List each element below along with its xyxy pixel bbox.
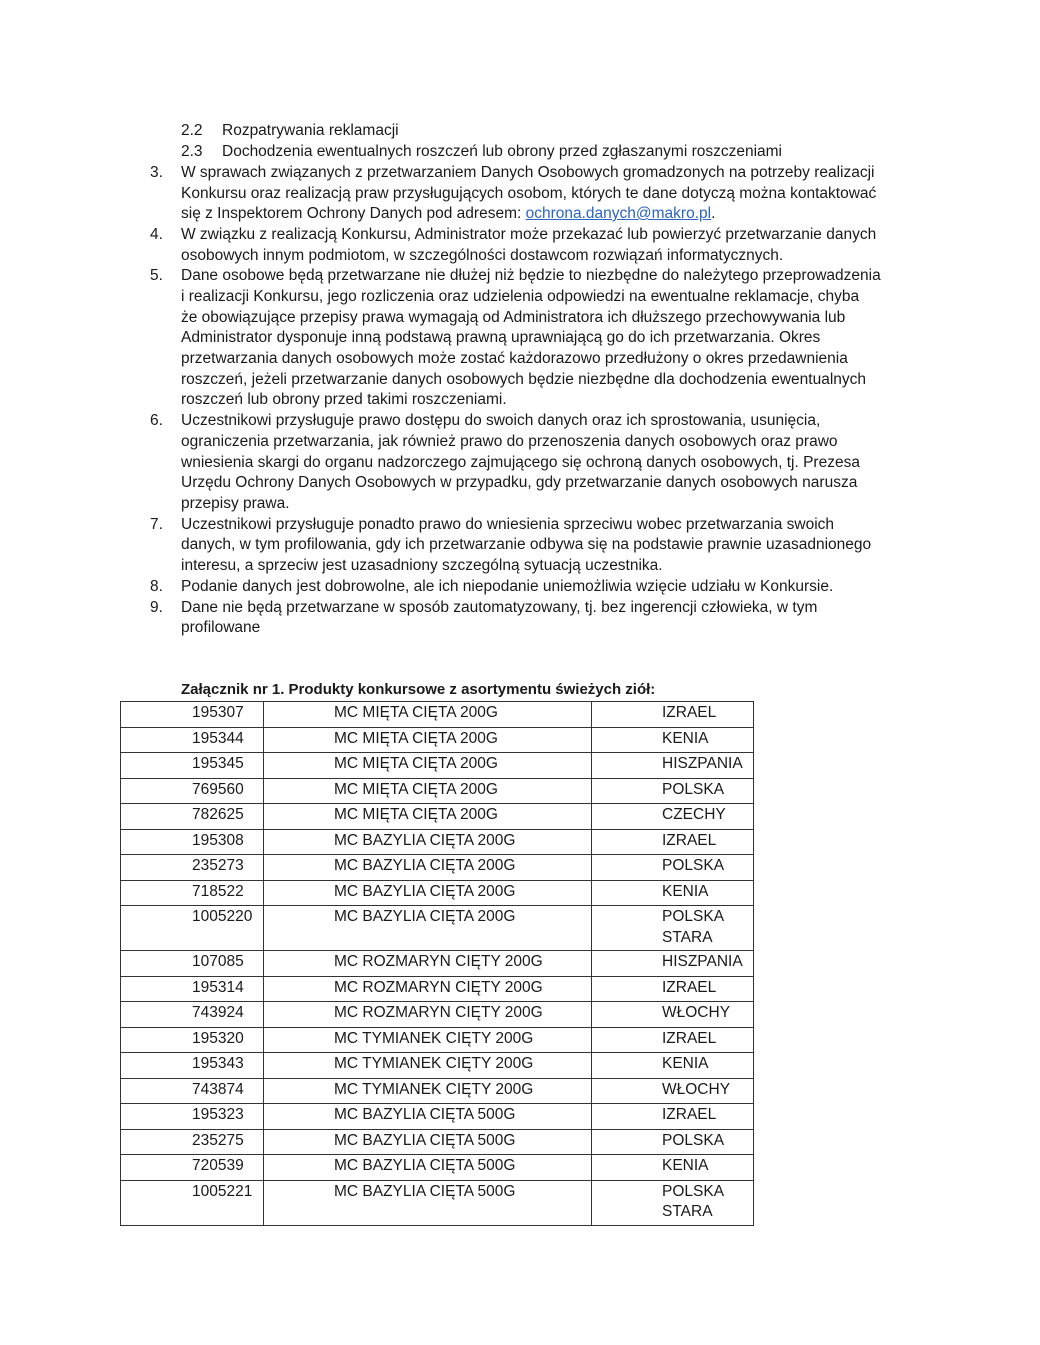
- products-table: [120, 701, 754, 1226]
- table-row: [121, 1027, 754, 1053]
- product-code-cell: 195344: [121, 727, 264, 753]
- table-row: [121, 778, 754, 804]
- sub-item-text: Dochodzenia ewentualnych roszczeń lub obrony przed zgłaszanymi roszczeniami: [222, 143, 783, 160]
- product-origin-cell: [592, 727, 754, 753]
- product-origin: KENIA: [662, 882, 709, 900]
- product-origin: KENIA: [662, 1157, 709, 1174]
- products-table-body: [121, 702, 754, 1226]
- product-origin-cell: [592, 1129, 754, 1155]
- list-item-line: roszczeń, jeżeli przetwarzanie danych osobowych będzie niezbędne dla dochodzenia ewentualnych: [181, 371, 867, 388]
- product-code-cell: 195345: [121, 753, 264, 779]
- list-item-line: Konkursu oraz realizacją praw przysługujących osobom, których te dane dotyczą można kontaktować: [181, 185, 877, 202]
- sub-item-number: 2.2: [181, 122, 203, 139]
- table-row: [121, 1104, 754, 1130]
- list-item-number: 6.: [150, 412, 163, 429]
- product-code-cell: 195320: [121, 1027, 264, 1053]
- table-caption: Załącznik nr 1. Produkty konkursowe z asortymentu świeżych ziół:: [181, 681, 656, 698]
- product-code-cell: 235275: [121, 1129, 264, 1155]
- list-item-line: W związku z realizacją Konkursu, Administrator może przekazać lub powierzyć przetwarzanie danych: [181, 226, 877, 243]
- list-item-line: Podanie danych jest dobrowolne, ale ich niepodanie uniemożliwia wzięcie udziału w Konkursie.: [181, 578, 834, 595]
- table-row: [121, 1180, 754, 1225]
- product-origin: CZECHY: [662, 806, 726, 823]
- product-origin: IZRAEL: [662, 1106, 717, 1123]
- list-item-number: 9.: [150, 599, 163, 616]
- product-origin: POLSKA: [662, 908, 725, 925]
- list-item-line: że obowiązujące przepisy prawa wymagają od Administratora ich dłuższego przechowywania lub: [181, 309, 846, 326]
- list-item-line: W sprawach związanych z przetwarzaniem Danych Osobowych gromadzonych na potrzeby realizacji: [181, 164, 875, 181]
- product-origin: IZRAEL: [662, 704, 717, 721]
- table-row: [121, 804, 754, 830]
- list-item-line: profilowane: [181, 619, 261, 636]
- list-item-line: Administrator dysponuje inną podstawą prawną uprawniającą go do ich przetwarzania. Okres: [181, 329, 821, 346]
- product-origin: HISZPANIA: [662, 953, 743, 970]
- list-item-number: 4.: [150, 226, 163, 243]
- product-origin-cell: [592, 1027, 754, 1053]
- product-origin-cell: [592, 951, 754, 977]
- product-origin-cell: [592, 976, 754, 1002]
- table-row: [121, 1053, 754, 1079]
- list-item-line: interesu, a sprzeciw jest uzasadniony szczególną sytuacją uczestnika.: [181, 557, 663, 574]
- product-origin: IZRAEL: [662, 1029, 717, 1047]
- list-item-line: osobowych innym podmiotom, w szczególności dostawcom rozwiązań informatycznych.: [181, 247, 784, 264]
- table-row: [121, 1155, 754, 1181]
- table-row: [121, 1129, 754, 1155]
- product-origin: POLSKA: [662, 1131, 725, 1149]
- product-code-cell: 195314: [121, 976, 264, 1002]
- product-origin-cell: [592, 1155, 754, 1181]
- sub-item-text: Rozpatrywania reklamacji: [222, 122, 399, 139]
- product-code-cell: 1005221: [121, 1180, 264, 1225]
- list-item-line: przepisy prawa.: [181, 495, 290, 512]
- product-origin: POLSKA: [662, 857, 725, 874]
- product-origin: WŁOCHY: [662, 1080, 731, 1098]
- product-code-cell: 782625: [121, 804, 264, 830]
- product-origin: IZRAEL: [662, 978, 717, 996]
- list-item-line: Urzędu Ochrony Danych Osobowych w przypadku, gdy przetwarzanie danych osobowych narusza: [181, 474, 858, 491]
- product-name-cell: MC TYMIANEK CIĘTY 200G: [264, 1078, 592, 1104]
- table-row: [121, 906, 754, 951]
- list-item-line: danych, w tym profilowania, gdy ich przetwarzanie odbywa się na podstawie prawnie uzasadnionego: [181, 536, 872, 553]
- product-code-cell: 195343: [121, 1053, 264, 1079]
- product-origin-cell: [592, 778, 754, 804]
- product-name-cell: MC BAZYLIA CIĘTA 200G: [264, 880, 592, 906]
- list-item-line: Uczestnikowi przysługuje ponadto prawo do wniesienia sprzeciwu wobec przetwarzania swoich: [181, 516, 835, 533]
- product-origin-cell: [592, 1104, 754, 1130]
- list-item-line: przetwarzania danych osobowych może zostać każdorazowo przedłużony o okres przedawnienia: [181, 350, 848, 367]
- product-origin-cell: [592, 906, 754, 951]
- product-name-cell: MC MIĘTA CIĘTA 200G: [264, 778, 592, 804]
- product-code-cell: 195308: [121, 829, 264, 855]
- list-item-number: 7.: [150, 516, 163, 533]
- product-origin: KENIA: [662, 729, 709, 747]
- product-name-cell: MC BAZYLIA CIĘTA 500G: [264, 1104, 592, 1130]
- table-row: [121, 880, 754, 906]
- product-name-cell: MC ROZMARYN CIĘTY 200G: [264, 976, 592, 1002]
- table-row: [121, 1002, 754, 1028]
- product-origin-cell: [592, 804, 754, 830]
- product-origin: HISZPANIA: [662, 755, 743, 772]
- product-origin-line2: STARA: [662, 1203, 713, 1220]
- product-origin-cell: [592, 1078, 754, 1104]
- product-origin-cell: [592, 702, 754, 728]
- product-code-cell: 107085: [121, 951, 264, 977]
- table-row: [121, 976, 754, 1002]
- list-item-number: 3.: [150, 164, 163, 181]
- list-item-line: [181, 204, 715, 225]
- table-row: [121, 727, 754, 753]
- product-name-cell: MC TYMIANEK CIĘTY 200G: [264, 1053, 592, 1079]
- table-row: [121, 855, 754, 881]
- product-code-cell: 718522: [121, 880, 264, 906]
- product-origin-cell: [592, 753, 754, 779]
- product-code-cell: 1005220: [121, 906, 264, 951]
- product-name-cell: MC BAZYLIA CIĘTA 200G: [264, 829, 592, 855]
- product-name-cell: MC BAZYLIA CIĘTA 500G: [264, 1129, 592, 1155]
- product-code-cell: 743874: [121, 1078, 264, 1104]
- product-name-cell: MC MIĘTA CIĘTA 200G: [264, 804, 592, 830]
- product-name-cell: MC BAZYLIA CIĘTA 500G: [264, 1180, 592, 1225]
- product-name-cell: MC ROZMARYN CIĘTY 200G: [264, 1002, 592, 1028]
- table-row: [121, 1078, 754, 1104]
- list-item-line: i realizacji Konkursu, jego rozliczenia oraz udzielenia odpowiedzi na ewentualne reklamacje, chyba: [181, 288, 860, 305]
- product-name-cell: MC MIĘTA CIĘTA 200G: [264, 753, 592, 779]
- product-name-cell: MC ROZMARYN CIĘTY 200G: [264, 951, 592, 977]
- list-item-line: ograniczenia przetwarzania, jak również prawo do przenoszenia danych osobowych oraz prawo: [181, 433, 838, 450]
- list-item-number: 8.: [150, 578, 163, 595]
- list-item-number: 5.: [150, 267, 163, 284]
- product-origin: KENIA: [662, 1055, 709, 1072]
- product-origin-cell: [592, 880, 754, 906]
- product-origin: POLSKA: [662, 780, 725, 798]
- sub-item-number: 2.3: [181, 143, 203, 160]
- product-origin-cell: [592, 829, 754, 855]
- email-link[interactable]: ochrona.danych@makro.pl: [525, 205, 712, 222]
- email-suffix: .: [711, 205, 716, 222]
- product-code-cell: 743924: [121, 1002, 264, 1028]
- product-code-cell: 195307: [121, 702, 264, 728]
- product-origin-cell: [592, 855, 754, 881]
- product-name-cell: MC TYMIANEK CIĘTY 200G: [264, 1027, 592, 1053]
- product-name-cell: MC BAZYLIA CIĘTA 200G: [264, 855, 592, 881]
- product-origin-cell: [592, 1180, 754, 1225]
- table-row: [121, 829, 754, 855]
- product-origin: WŁOCHY: [662, 1004, 731, 1021]
- product-origin-cell: [592, 1053, 754, 1079]
- product-origin-line2: STARA: [662, 928, 713, 946]
- product-name-cell: MC BAZYLIA CIĘTA 200G: [264, 906, 592, 951]
- list-item-line: Dane nie będą przetwarzane w sposób zautomatyzowany, tj. bez ingerencji człowieka, w tym: [181, 599, 818, 616]
- product-origin-cell: [592, 1002, 754, 1028]
- list-item-line: Uczestnikowi przysługuje prawo dostępu do swoich danych oraz ich sprostowania, usunięcia,: [181, 412, 821, 429]
- table-row: [121, 702, 754, 728]
- product-origin: IZRAEL: [662, 831, 717, 849]
- table-row: [121, 753, 754, 779]
- list-item-line: Dane osobowe będą przetwarzane nie dłużej niż będzie to niezbędne do należytego przeprowadzenia: [181, 267, 881, 284]
- list-item-line: roszczeń lub obrony przed takimi roszczeniami.: [181, 391, 507, 408]
- product-name-cell: MC MIĘTA CIĘTA 200G: [264, 727, 592, 753]
- product-name-cell: MC MIĘTA CIĘTA 200G: [264, 702, 592, 728]
- email-prefix: się z Inspektorem Ochrony Danych pod adresem:: [181, 205, 526, 222]
- table-row: [121, 951, 754, 977]
- product-origin: POLSKA: [662, 1182, 725, 1200]
- list-item-line: wniesienia skargi do organu nadzorczego zajmującego się ochroną danych osobowych, tj. Prezesa: [181, 454, 860, 471]
- product-code-cell: 195323: [121, 1104, 264, 1130]
- product-code-cell: 235273: [121, 855, 264, 881]
- product-name-cell: MC BAZYLIA CIĘTA 500G: [264, 1155, 592, 1181]
- product-code-cell: 720539: [121, 1155, 264, 1181]
- product-code-cell: 769560: [121, 778, 264, 804]
